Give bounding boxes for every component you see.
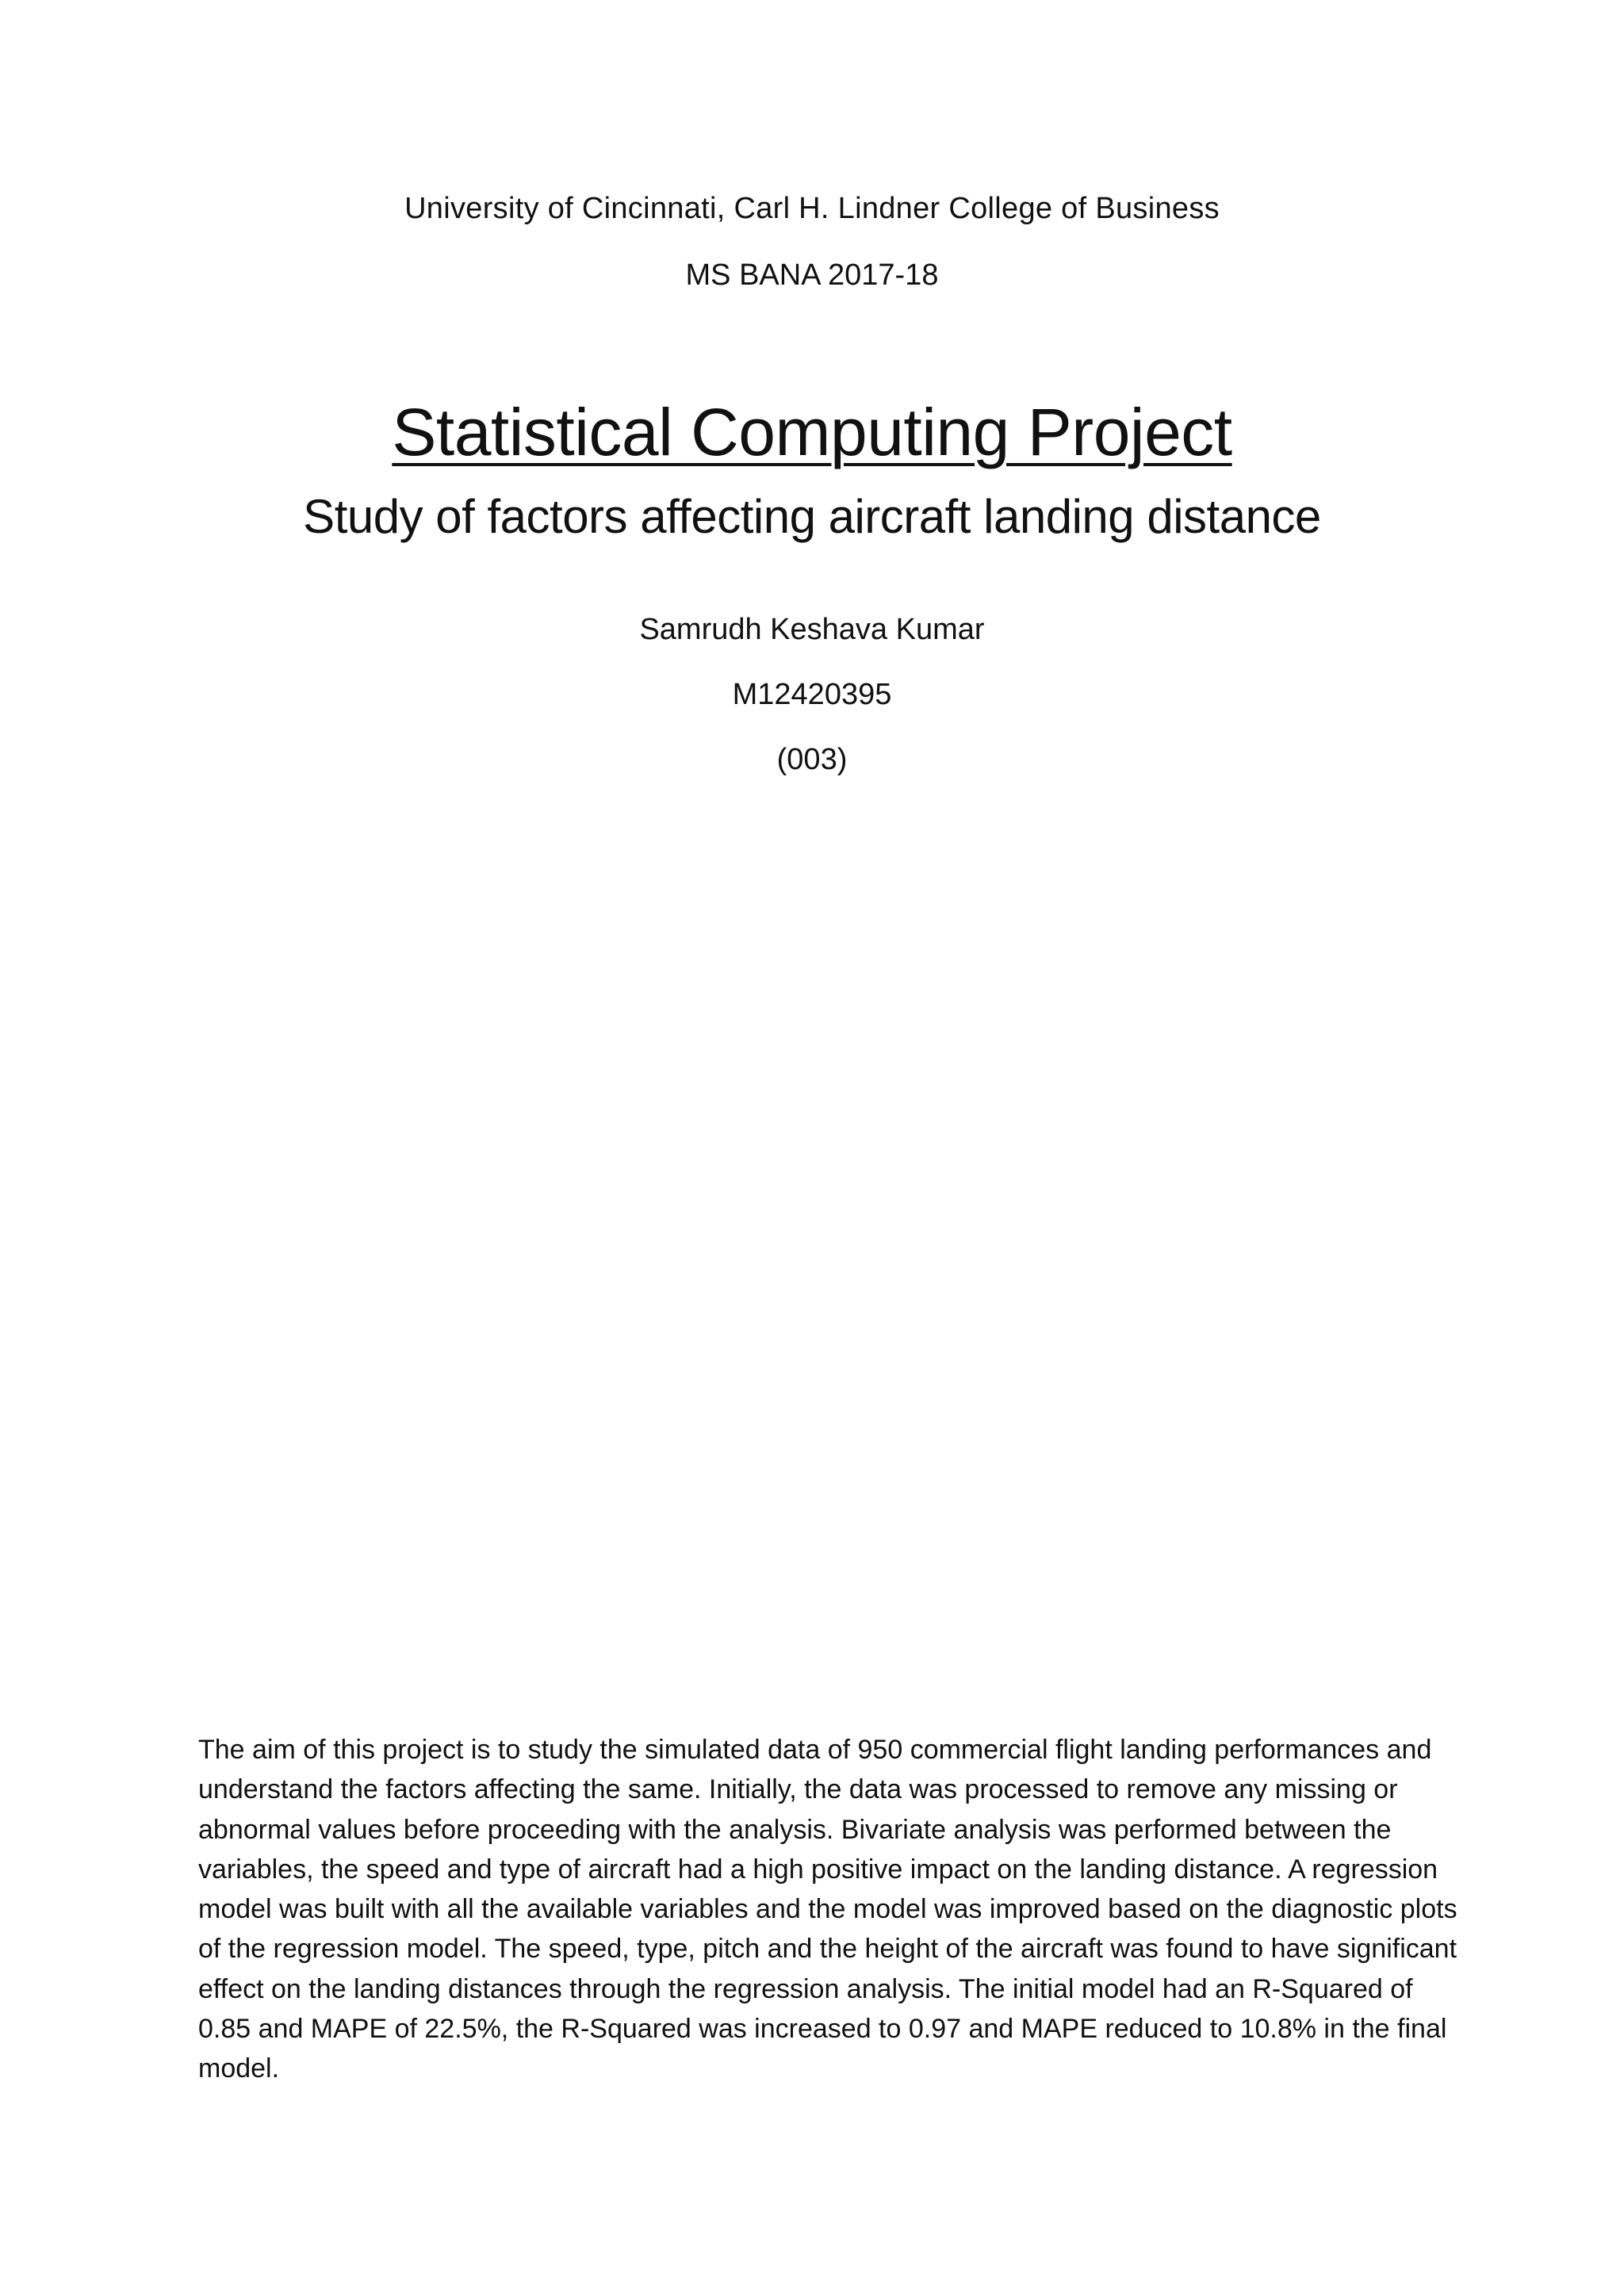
- abstract-paragraph: The aim of this project is to study the simulated data of 950 commercial flight landing performances and understand the factors affecting the same. Initially, the data was processed to remove any missing or abnormal values before proceeding with the analysis. Bivariate analysis was performed between the variables, the speed and type of aircraft had a high positive impact on the landing distance. A regression model was built with all the available variables and the model was improved based on the diagnostic plots of the regression model. The speed, type, pitch and the height of the aircraft was found to have significant effect on the landing distances through the regression analysis. The initial model had an R-Squared of 0.85 and MAPE of 22.5%, the R-Squared was increased to 0.97 and MAPE reduced to 10.8% in the final model.: [198, 1735, 1457, 2084]
- student-id: M12420395: [732, 678, 892, 711]
- author-name: Samrudh Keshava Kumar: [639, 613, 985, 646]
- section-number: (003): [776, 743, 848, 776]
- document-subtitle: Study of factors affecting aircraft landing distance: [303, 490, 1321, 543]
- university-line: University of Cincinnati, Carl H. Lindner College of Business: [404, 192, 1220, 225]
- program-line: MS BANA 2017-18: [685, 258, 939, 292]
- document-title: Statistical Computing Project: [392, 395, 1232, 469]
